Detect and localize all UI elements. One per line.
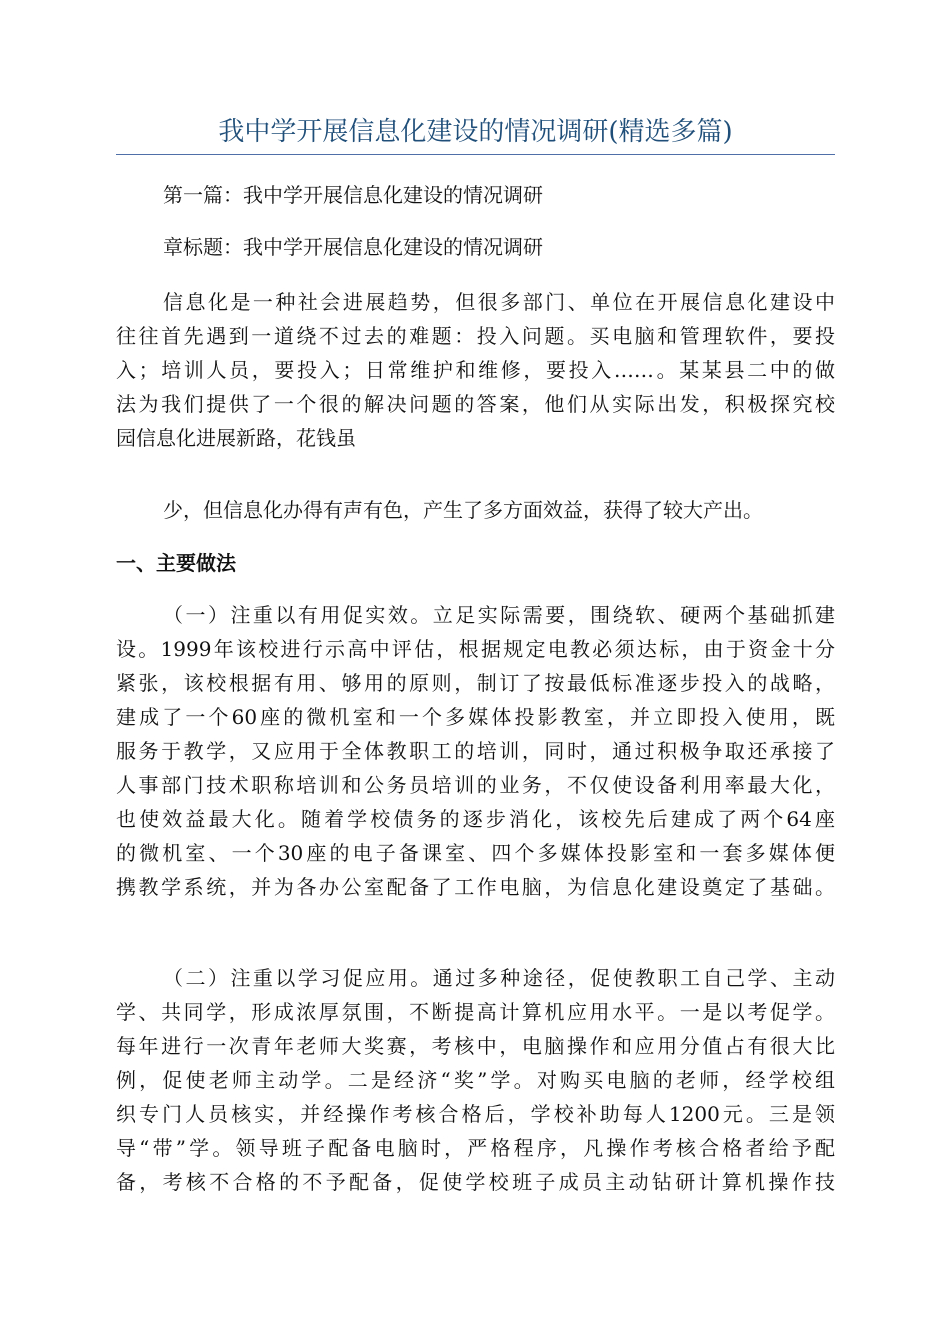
document-title: 我中学开展信息化建设的情况调研(精选多篇)	[218, 117, 733, 147]
paragraph-section-2	[116, 961, 835, 1199]
title-underline	[116, 154, 835, 155]
paragraph-line: 设。1999年该校进行示高中评估，根据规定电教必须达标，由于资金十分	[116, 637, 835, 661]
paragraph-line: 人事部门技术职称培训和公务员培训的业务，不仅使设备利用率最大化，	[116, 773, 835, 797]
paragraph-line: 导“带”学。领导班子配备电脑时，严格程序，凡操作考核合格者给予配	[116, 1136, 835, 1160]
paragraph-line: 园信息化进展新路，花钱虽	[116, 426, 356, 450]
paragraph-line: 少，但信息化办得有声有色，产生了多方面效益，获得了较大产出。	[163, 498, 763, 522]
paragraph-section-1	[116, 598, 835, 904]
paragraph-line: 学、共同学，形成浓厚氛围，不断提高计算机应用水平。一是以考促学。	[116, 1000, 835, 1024]
paragraph-line: 每年进行一次青年老师大奖赛，考核中，电脑操作和应用分值占有很大比	[116, 1034, 835, 1058]
paragraph-line: 服务于教学，又应用于全体教职工的培训，同时，通过积极争取还承接了	[116, 739, 835, 763]
subtitle-chapter: 章标题：我中学开展信息化建设的情况调研	[163, 235, 543, 259]
paragraph-line: 入；培训人员，要投入；日常维护和维修，要投入……。某某县二中的做	[116, 358, 835, 382]
paragraph-line: 往往首先遇到一道绕不过去的难题：投入问题。买电脑和管理软件，要投	[116, 324, 835, 348]
paragraph-line: 建成了一个60座的微机室和一个多媒体投影教室，并立即投入使用，既	[116, 705, 835, 729]
paragraph-line: 携教学系统，并为各办公室配备了工作电脑，为信息化建设奠定了基础。	[116, 875, 835, 899]
paragraph-line: 的微机室、一个30座的电子备课室、四个多媒体投影室和一套多媒体便	[116, 841, 835, 865]
paragraph-line: 也使效益最大化。随着学校债务的逐步消化，该校先后建成了两个64座	[116, 807, 835, 831]
paragraph-line: （二）注重以学习促应用。通过多种途径，促使教职工自己学、主动	[163, 966, 835, 990]
paragraph-line: 织专门人员核实，并经操作考核合格后，学校补助每人1200元。三是领	[116, 1102, 835, 1126]
paragraph-line: 备，考核不合格的不予配备，促使学校班子成员主动钻研计算机操作技	[116, 1170, 835, 1194]
paragraph-intro	[116, 285, 835, 455]
section-heading: 一、主要做法	[116, 551, 236, 575]
paragraph-line: 信息化是一种社会进展趋势，但很多部门、单位在开展信息化建设中	[163, 290, 835, 314]
paragraph-line: 例，促使老师主动学。二是经济“奖”学。对购买电脑的老师，经学校组	[116, 1068, 835, 1092]
paragraph-line: 法为我们提供了一个很的解决问题的答案，他们从实际出发，积极探究校	[116, 392, 835, 416]
paragraph-line: 紧张，该校根据有用、够用的原则，制订了按最低标准逐步投入的战略，	[116, 671, 835, 695]
paragraph-line: （一）注重以有用促实效。立足实际需要，围绕软、硬两个基础抓建	[163, 603, 835, 627]
subtitle-first-article: 第一篇：我中学开展信息化建设的情况调研	[163, 183, 543, 207]
paragraph-intro-cont	[116, 493, 835, 527]
